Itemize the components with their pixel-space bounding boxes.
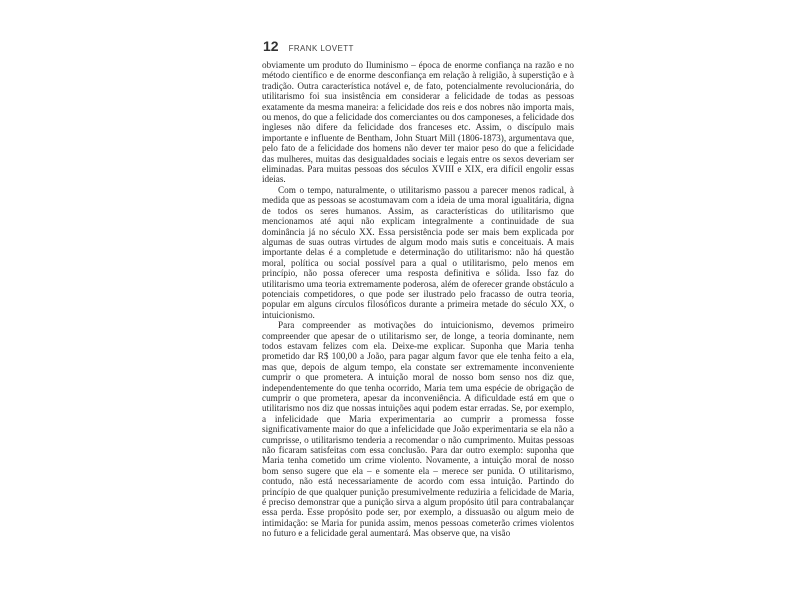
paragraph: Com o tempo, naturalmente, o utilitarismo passou a parecer menos radical, à medida que as pessoas se acostumavam com a ideia de uma moral igualitária, digna de todos os seres humanos. Assim, as características do utilitarismo que mencionamos até aqui não explicam integralmente a continuidade de sua dominância já no século XX. Essa persistência pode ser mais bem explicada por algumas de suas outras virtudes de algum modo mais sutis e conceituais. A mais importante delas é a completude e determinação do utilitarismo: não há questão moral, política ou social possível para a qual o utilitarismo, pelo menos em princípio, não possa oferecer uma resposta definitiva e sólida. Isso faz do utilitarismo uma teoria extremamente poderosa, além de oferecer grande obstáculo a potenciais competidores, o que pode ser ilustrado pelo fracasso de outra teoria, popular em alguns círculos filosóficos durante a primeira metade do século XX, o intuicionismo. xyxy=(262,184,574,320)
page-number: 12 xyxy=(263,38,279,54)
page-header xyxy=(263,38,354,54)
paragraph: obviamente um produto do Iluminismo – época de enorme confiança na razão e no método científico e de enorme desconfiança em relação à religião, à superstição e à tradição. Outra característica notável e, de fato, potencialmente revolucionária, do utilitarismo foi sua insistência em considerar a felicidade de todas as pessoas exatamente da mesma maneira: a felicidade dos reis e dos nobres não importa mais, ou menos, do que a felicidade dos comerciantes ou dos camponeses, a felicidade dos ingleses não difere da felicidade dos franceses etc. Assim, o discípulo mais importante e influente de Bentham, John Stuart Mill (1806-1873), argumentava que, pelo fato de a felicidade dos homens não dever ter maior peso do que a felicidade das mulheres, muitas das desigualdades sociais e legais entre os sexos deveriam ser eliminadas. Para muitas pessoas dos séculos XVIII e XIX, era difícil engolir essas ideias. xyxy=(262,60,574,185)
paragraph: Para compreender as motivações do intuicionismo, devemos primeiro compreender que apesar de o utilitarismo ser, de longe, a teoria dominante, nem todos estavam felizes com ela. Deixe-me explicar. Suponha que Maria tenha prometido dar R$ 100,00 a João, para pagar algum favor que ele tenha feito a ela, mas que, depois de algum tempo, ela constate ser extremamente inconveniente cumprir o que prometera. A intuição moral de nosso bom senso nos diz que, independentemente do que tenha ocorrido, Maria tem uma espécie de obrigação de cumprir o que prometera, apesar da inconveniência. A dificuldade está em que o utilitarismo nos diz que nossas intuições aqui podem estar erradas. Se, por exemplo, a infelicidade que Maria experimentaria ao cumprir a promessa fosse significativamente maior do que a infelicidade que João experimentaria se ela não a cumprisse, o utilitarismo tenderia a recomendar o não cumprimento. Muitas pessoas não ficaram satisfeitas com essa conclusão. Para dar outro exemplo: suponha que Maria tenha cometido um crime violento. Novamente, a intuição moral de nosso bom senso sugere que ela – e somente ela – merece ser punida. O utilitarismo, contudo, não está necessariamente de acordo com essa intuição. Partindo do princípio de que qualquer punição presumivelmente reduziria a felicidade de Maria, é preciso demonstrar que a punição sirva a algum propósito útil para contrabalançar essa perda. Esse propósito pode ser, por exemplo, a dissuasão ou algum meio de intimidação: se Maria for punida assim, menos pessoas cometerão crimes violentos no futuro e a felicidade geral aumentará. Mas observe que, na visão xyxy=(262,320,574,539)
body-text xyxy=(262,60,574,539)
running-head-author: FRANK LOVETT xyxy=(288,44,354,53)
